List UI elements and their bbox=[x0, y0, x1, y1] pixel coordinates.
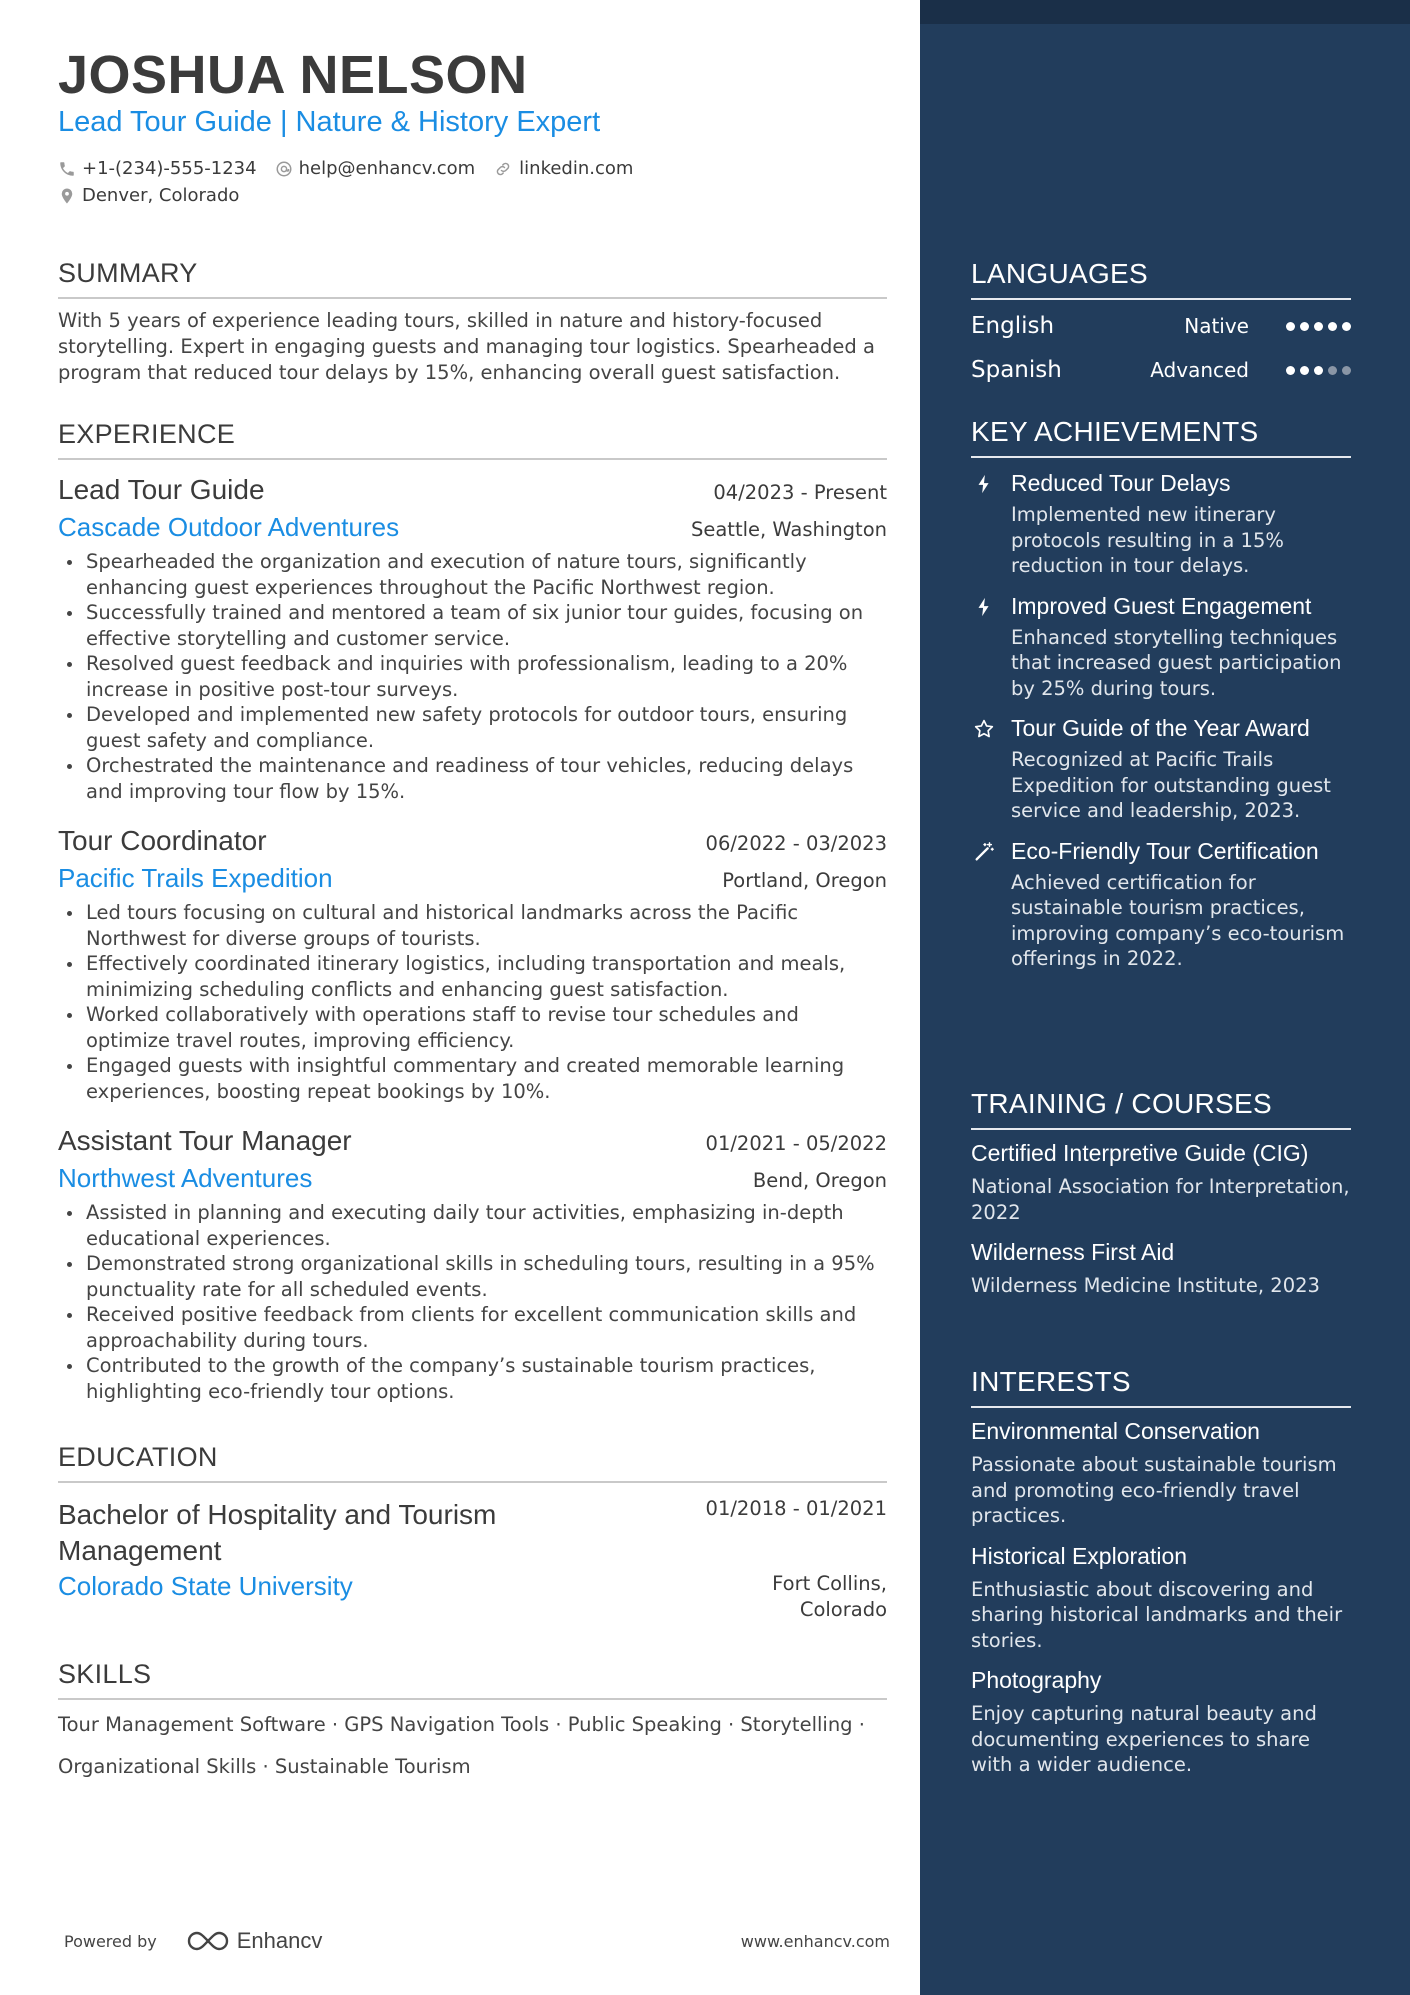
powered-by-label: Powered by bbox=[64, 1931, 157, 1951]
interest-item bbox=[971, 1665, 1351, 1778]
skills-title: SKILLS bbox=[58, 1659, 887, 1700]
language-name: Spanish bbox=[971, 357, 1062, 383]
bullet-item: Worked collaboratively with operations staff to revise tour schedules and optimize travel routes, improving efficiency. bbox=[58, 1002, 887, 1053]
interest-item bbox=[971, 1541, 1351, 1654]
rating-dot bbox=[1314, 366, 1323, 375]
training-provider: Wilderness Medicine Institute, 2023 bbox=[971, 1274, 1320, 1297]
website-item[interactable] bbox=[493, 158, 633, 179]
summary-section bbox=[58, 258, 887, 386]
phone-item[interactable] bbox=[58, 158, 257, 179]
bullet-item: Successfully trained and mentored a team of six junior tour guides, focusing on effective storytelling and customer service. bbox=[58, 600, 887, 651]
summary-text: With 5 years of experience leading tours, skilled in nature and history-focused storytelling. Expert in engaging guests and managing tour logistics. Spearheaded a program that reduced tour delays by 15%, enhancing overall guest satisfaction. bbox=[58, 309, 875, 384]
interest-title: Environmental Conservation bbox=[971, 1418, 1260, 1444]
education-date: 01/2018 - 01/2021 bbox=[705, 1497, 887, 1520]
bullet-item: Developed and implemented new safety protocols for outdoor tours, ensuring guest safety and compliance. bbox=[58, 702, 887, 753]
job-location: Seattle, Washington bbox=[690, 518, 887, 541]
magic-wand-icon bbox=[973, 840, 995, 864]
skills-list bbox=[58, 1704, 887, 1788]
interest-desc: Enjoy capturing natural beauty and documenting experiences to share with a wider audience. bbox=[971, 1702, 1317, 1776]
experience-section bbox=[58, 419, 887, 460]
skills-line: Tour Management Software · GPS Navigation Tools · Public Speaking · Storytelling · bbox=[58, 1713, 865, 1736]
skills-line: Organizational Skills · Sustainable Tourism bbox=[58, 1755, 471, 1778]
brand-name: Enhancv bbox=[236, 1928, 323, 1953]
achievement-item bbox=[971, 468, 1351, 579]
achievement-item bbox=[971, 591, 1351, 702]
interest-desc: Enthusiastic about discovering and sharing historical landmarks and their stories. bbox=[971, 1577, 1343, 1652]
summary-title: SUMMARY bbox=[58, 258, 887, 299]
achievement-item bbox=[971, 836, 1351, 972]
training-name: Certified Interpretive Guide (CIG) bbox=[971, 1140, 1309, 1166]
footer-url[interactable]: www.enhancv.com bbox=[740, 1931, 890, 1951]
job-title: Assistant Tour Manager bbox=[58, 1125, 352, 1156]
contact-row bbox=[58, 158, 651, 179]
training-item bbox=[971, 1138, 1351, 1225]
bolt-icon bbox=[973, 472, 995, 496]
education-entry bbox=[58, 1497, 887, 1623]
bullet-item: Demonstrated strong organizational skills in scheduling tours, resulting in a 95% punctuality rate for all scheduled events. bbox=[58, 1251, 887, 1302]
skills-section bbox=[58, 1659, 887, 1788]
school-name[interactable]: Colorado State University bbox=[58, 1571, 353, 1601]
interests-section bbox=[971, 1366, 1351, 1778]
sidebar-top-band bbox=[920, 0, 1410, 24]
degree-title: Bachelor of Hospitality and Tourism Management bbox=[58, 1499, 497, 1566]
language-level: Native bbox=[1184, 314, 1249, 338]
location-item bbox=[58, 185, 239, 206]
language-name: English bbox=[971, 313, 1055, 339]
job-date: 06/2022 - 03/2023 bbox=[705, 832, 887, 855]
job-bullets bbox=[58, 900, 887, 1104]
job-title: Tour Coordinator bbox=[58, 825, 267, 856]
link-icon bbox=[493, 160, 513, 178]
languages-title: LANGUAGES bbox=[971, 258, 1351, 300]
location-row bbox=[58, 185, 257, 206]
bullet-item: Engaged guests with insightful commentary and created memorable learning experiences, boosting repeat bookings by 10%. bbox=[58, 1053, 887, 1104]
bullet-item: Orchestrated the maintenance and readiness of tour vehicles, reducing delays and improving tour flow by 15%. bbox=[58, 753, 887, 804]
job-entry bbox=[58, 1125, 887, 1404]
company-name[interactable]: Northwest Adventures bbox=[58, 1163, 313, 1193]
map-pin-icon bbox=[58, 186, 76, 206]
bullet-item: Resolved guest feedback and inquiries with professionalism, leading to a 20% increase in positive post-tour surveys. bbox=[58, 651, 887, 702]
training-section bbox=[971, 1088, 1351, 1299]
achievement-desc: Recognized at Pacific Trails Expedition for outstanding guest service and leadership, 2023. bbox=[1011, 748, 1331, 822]
website-text: linkedin.com bbox=[519, 158, 634, 179]
achievement-item bbox=[971, 713, 1351, 824]
candidate-headline: Lead Tour Guide | Nature & History Expert bbox=[58, 106, 601, 138]
company-name[interactable]: Pacific Trails Expedition bbox=[58, 863, 333, 893]
job-entry bbox=[58, 474, 887, 804]
education-title: EDUCATION bbox=[58, 1442, 887, 1483]
rating-dot bbox=[1300, 366, 1309, 375]
at-icon bbox=[275, 160, 293, 178]
interest-title: Historical Exploration bbox=[971, 1542, 1188, 1569]
sidebar bbox=[920, 0, 1410, 1995]
enhancv-logo-icon bbox=[185, 1930, 231, 1952]
achievements-section bbox=[971, 416, 1351, 972]
achievement-title: Reduced Tour Delays bbox=[1011, 470, 1231, 496]
footer bbox=[64, 1928, 890, 1954]
languages-section bbox=[971, 258, 1351, 392]
bolt-icon bbox=[973, 595, 995, 619]
bullet-item: Spearheaded the organization and execution of nature tours, significantly enhancing guest experiences throughout the Pacific Northwest region. bbox=[58, 549, 887, 600]
phone-text: +1-(234)-555-1234 bbox=[82, 158, 257, 179]
bullet-item: Contributed to the growth of the company’s sustainable tourism practices, highlighting eco-friendly tour options. bbox=[58, 1353, 887, 1404]
rating-dot bbox=[1300, 322, 1309, 331]
bullet-item: Effectively coordinated itinerary logistics, including transportation and meals, minimizing scheduling conflicts and enhancing guest satisfaction. bbox=[58, 951, 887, 1002]
job-location: Portland, Oregon bbox=[722, 869, 887, 892]
job-bullets bbox=[58, 549, 887, 804]
training-provider: National Association for Interpretation, 2022 bbox=[971, 1175, 1350, 1224]
achievement-title: Tour Guide of the Year Award bbox=[1011, 715, 1310, 741]
candidate-name: JOSHUA NELSON bbox=[58, 45, 528, 105]
interest-title: Photography bbox=[971, 1667, 1102, 1693]
training-title: TRAINING / COURSES bbox=[971, 1088, 1351, 1130]
language-rating bbox=[1281, 322, 1351, 331]
company-name[interactable]: Cascade Outdoor Adventures bbox=[58, 512, 400, 542]
job-date: 01/2021 - 05/2022 bbox=[705, 1132, 887, 1155]
language-row bbox=[971, 304, 1351, 348]
bullet-item: Assisted in planning and executing daily tour activities, emphasizing in-depth educational experiences. bbox=[58, 1200, 887, 1251]
rating-dot bbox=[1342, 322, 1351, 331]
training-name: Wilderness First Aid bbox=[971, 1239, 1175, 1265]
interest-item bbox=[971, 1416, 1351, 1529]
bullet-item: Led tours focusing on cultural and historical landmarks across the Pacific Northwest for diverse groups of tourists. bbox=[58, 900, 887, 951]
job-entry bbox=[58, 825, 887, 1104]
education-location: Fort Collins, Colorado bbox=[772, 1572, 887, 1621]
achievement-title: Improved Guest Engagement bbox=[1011, 592, 1312, 619]
job-date: 04/2023 - Present bbox=[713, 481, 887, 504]
achievement-desc: Enhanced storytelling techniques that increased guest participation by 25% during tours. bbox=[1011, 625, 1342, 700]
achievements-title: KEY ACHIEVEMENTS bbox=[971, 416, 1351, 458]
training-item bbox=[971, 1237, 1351, 1299]
rating-dot bbox=[1342, 366, 1351, 375]
achievement-desc: Achieved certification for sustainable tourism practices, improving company’s eco-tourism offerings in 2022. bbox=[1011, 870, 1345, 970]
language-row bbox=[971, 348, 1351, 392]
achievement-desc: Implemented new itinerary protocols resulting in a 15% reduction in tour delays. bbox=[1011, 503, 1284, 577]
job-bullets bbox=[58, 1200, 887, 1404]
email-text: help@enhancv.com bbox=[298, 158, 476, 179]
bullet-item: Received positive feedback from clients for excellent communication skills and approachability during tours. bbox=[58, 1302, 887, 1353]
job-location: Bend, Oregon bbox=[752, 1169, 887, 1192]
rating-dot bbox=[1286, 366, 1295, 375]
language-rating bbox=[1281, 366, 1351, 375]
phone-icon bbox=[58, 160, 76, 178]
achievement-title: Eco-Friendly Tour Certification bbox=[1011, 837, 1319, 864]
rating-dot bbox=[1286, 322, 1295, 331]
rating-dot bbox=[1328, 322, 1337, 331]
language-level: Advanced bbox=[1150, 358, 1249, 382]
job-title: Lead Tour Guide bbox=[58, 474, 265, 505]
experience-title: EXPERIENCE bbox=[58, 419, 887, 460]
interest-desc: Passionate about sustainable tourism and promoting eco-friendly travel practices. bbox=[971, 1453, 1337, 1527]
rating-dot bbox=[1314, 322, 1323, 331]
star-icon bbox=[973, 717, 995, 741]
interests-title: INTERESTS bbox=[971, 1366, 1351, 1408]
education-section bbox=[58, 1442, 887, 1483]
location-text: Denver, Colorado bbox=[82, 185, 240, 206]
email-item[interactable] bbox=[275, 158, 476, 179]
rating-dot bbox=[1328, 366, 1337, 375]
